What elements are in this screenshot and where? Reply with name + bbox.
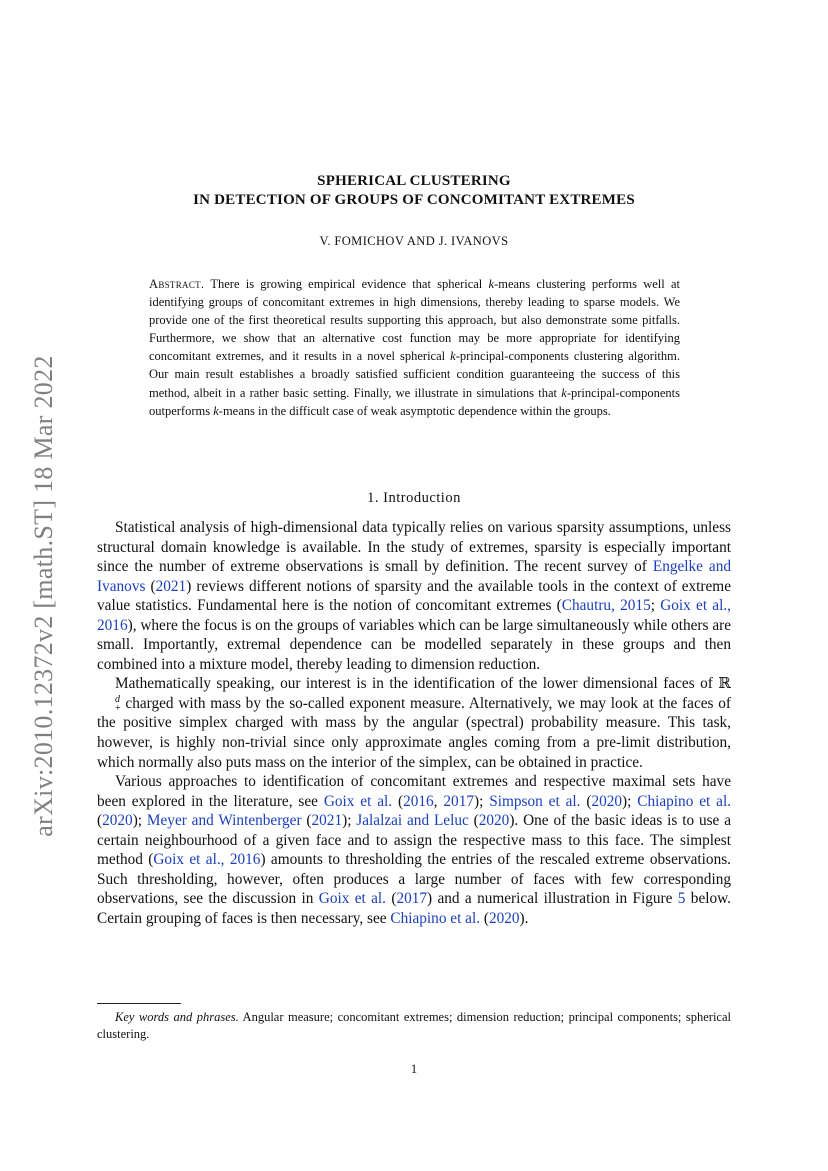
citation-link[interactable]: 2021 — [311, 812, 343, 830]
citation-link[interactable]: Meyer and Wintenberger — [146, 812, 302, 830]
abstract — [149, 275, 680, 420]
paragraph-3 — [97, 772, 731, 928]
citation-link[interactable]: 2021 — [155, 577, 187, 595]
citation-link[interactable]: Chiapino et al. — [390, 909, 481, 927]
math-subscript-plus: + — [115, 703, 121, 715]
punctuation: ); — [342, 812, 357, 830]
math-superscript-d: d — [115, 694, 120, 706]
paragraph-2 — [97, 674, 731, 772]
citation-link[interactable]: Chiapino et al. — [637, 792, 732, 810]
citation-link[interactable]: 2017 — [443, 792, 474, 810]
punctuation: ( — [480, 909, 489, 927]
citation-link[interactable]: Simpson et al. — [489, 792, 581, 810]
paragraph-text: ) reviews different notions of sparsity and the available tools in the context of extreme value statistics. Fundamental here is the notion of concomitant extremes ( — [97, 577, 731, 615]
punctuation: ); — [132, 812, 147, 830]
citation-link[interactable]: Goix et al., 2016 — [153, 851, 261, 869]
math-k: k — [561, 385, 567, 400]
paragraph-text: below. Certain grouping of faces is then necessary, see — [97, 890, 732, 927]
punctuation: ); — [622, 792, 638, 810]
paper-title-line-1: SPHERICAL CLUSTERING — [317, 173, 511, 189]
abstract-text: -principal-components clustering algorithm. Our main result establishes a broadly satisfied sufficient condition guaranteeing the success of this method, albeit in a rather basic setting. Finally, we illustrate in simulations that — [149, 349, 680, 400]
footnote-keywords — [97, 1009, 731, 1043]
punctuation: ( — [145, 577, 156, 595]
punctuation: ; — [650, 597, 661, 615]
punctuation: , — [433, 792, 444, 810]
punctuation: ( — [468, 812, 479, 830]
paragraph-text: ). One of the basic ideas is to use a certain neighbourhood of a given face and to assign the respective mass to this face. The simplest method ( — [97, 812, 731, 869]
footnote-divider — [97, 1003, 181, 1004]
citation-link[interactable]: Goix et al. — [318, 890, 386, 908]
citation-link[interactable]: Goix et al. — [323, 792, 393, 810]
citation-link[interactable]: 2020 — [488, 909, 520, 927]
math-k: k — [450, 349, 456, 364]
paragraph-text: Statistical analysis of high-dimensional data typically relies on various sparsity assumptions, unless structural domain knowledge is available. In the study of extremes, sparsity is especially important since the number of extreme observations is small by definition. The recent survey of — [97, 519, 731, 576]
math-k: k — [213, 403, 219, 418]
citation-link[interactable]: 2020 — [591, 792, 623, 810]
paragraph-text: Mathematically speaking, our interest is in the identification of the lower dimensional faces of — [115, 675, 719, 693]
punctuation: ). — [519, 909, 529, 927]
abstract-text: -principal-components outperforms — [149, 385, 680, 418]
figure-reference-link[interactable]: 5 — [677, 890, 686, 908]
citation-link[interactable]: 2020 — [478, 812, 510, 830]
paper-authors: V. FOMICHOV AND J. IVANOVS — [319, 234, 509, 248]
paragraph-text: ) and a numerical illustration in Figure — [427, 890, 678, 908]
citation-link[interactable]: 2016 — [403, 792, 434, 810]
abstract-label: Abstract. — [149, 277, 205, 291]
citation-link[interactable]: Goix et al., 2016 — [97, 597, 731, 634]
math-k: k — [488, 277, 495, 291]
abstract-text: -means in the difficult case of weak asymptotic dependence within the groups. — [218, 403, 611, 418]
abstract-text: There is growing empirical evidence that spherical — [204, 277, 489, 291]
footnote-label: Key words and phrases. — [115, 1010, 239, 1024]
section-heading-introduction: 1. Introduction — [367, 490, 461, 506]
punctuation: ( — [580, 792, 592, 810]
footnote-text: Angular measure; concomitant extremes; dimension reduction; principal components; spherical clustering. — [97, 1010, 731, 1041]
paragraph-text: charged with mass by the so-called exponent measure. Alternatively, we may look at the faces of the positive simplex charged with mass by the angular (spectral) probability measure. This task, however, is highly non-trivial since only approximate angles coming from a pre-limit distribution, which normally also puts mass on the interior of the simplex, can be obtained in practice. — [97, 694, 731, 771]
punctuation: ( — [97, 812, 103, 830]
paper-title-line-2: IN DETECTION OF GROUPS OF CONCOMITANT EXTREMES — [193, 192, 635, 208]
paragraph-text: ), where the focus is on the groups of variables which can be large simultaneously while others are small. Importantly, extremal dependence can be modelled separately in these groups and then combined into a mixture model, thereby leading to dimension reduction. — [97, 616, 731, 673]
citation-link[interactable]: Engelke and Ivanovs — [97, 558, 732, 595]
citation-link[interactable]: 2017 — [396, 890, 428, 908]
paragraph-text: ) amounts to thresholding the entries of the rescaled extreme observations. Such thresholding, however, often produces a large number of faces with few corresponding observations, see the discussion in — [97, 851, 732, 908]
math-symbol-r: ℝ — [718, 675, 731, 693]
arxiv-identifier: arXiv:2010.12372v2 [math.ST] 18 Mar 2022 — [29, 355, 58, 837]
citation-link[interactable]: Chautru, 2015 — [561, 597, 651, 615]
punctuation: ); — [473, 792, 490, 810]
paragraph-text: Various approaches to identification of concomitant extremes and respective maximal sets have been explored in the literature, see — [97, 773, 731, 810]
body-text — [97, 518, 731, 928]
citation-link[interactable]: 2020 — [102, 812, 133, 830]
abstract-text: -means clustering performs well at identifying groups of concomitant extremes in high dimensions, thereby leading to sparse models. We provide one of the first theoretical results supporting this approach, but also demonstrate some pitfalls. Furthermore, we show that an alternative cost function may be more appropriate for identifying concomitant extremes, and it results in a novel spherical — [149, 277, 680, 364]
citation-link[interactable]: Jalalzai and Leluc — [356, 812, 469, 830]
punctuation: ( — [392, 792, 404, 810]
arxiv-identifier-sidebar — [26, 347, 62, 845]
paragraph-1 — [97, 518, 731, 674]
punctuation: ( — [301, 812, 312, 830]
punctuation: ( — [386, 890, 397, 908]
page-number: 1 — [410, 1062, 418, 1076]
